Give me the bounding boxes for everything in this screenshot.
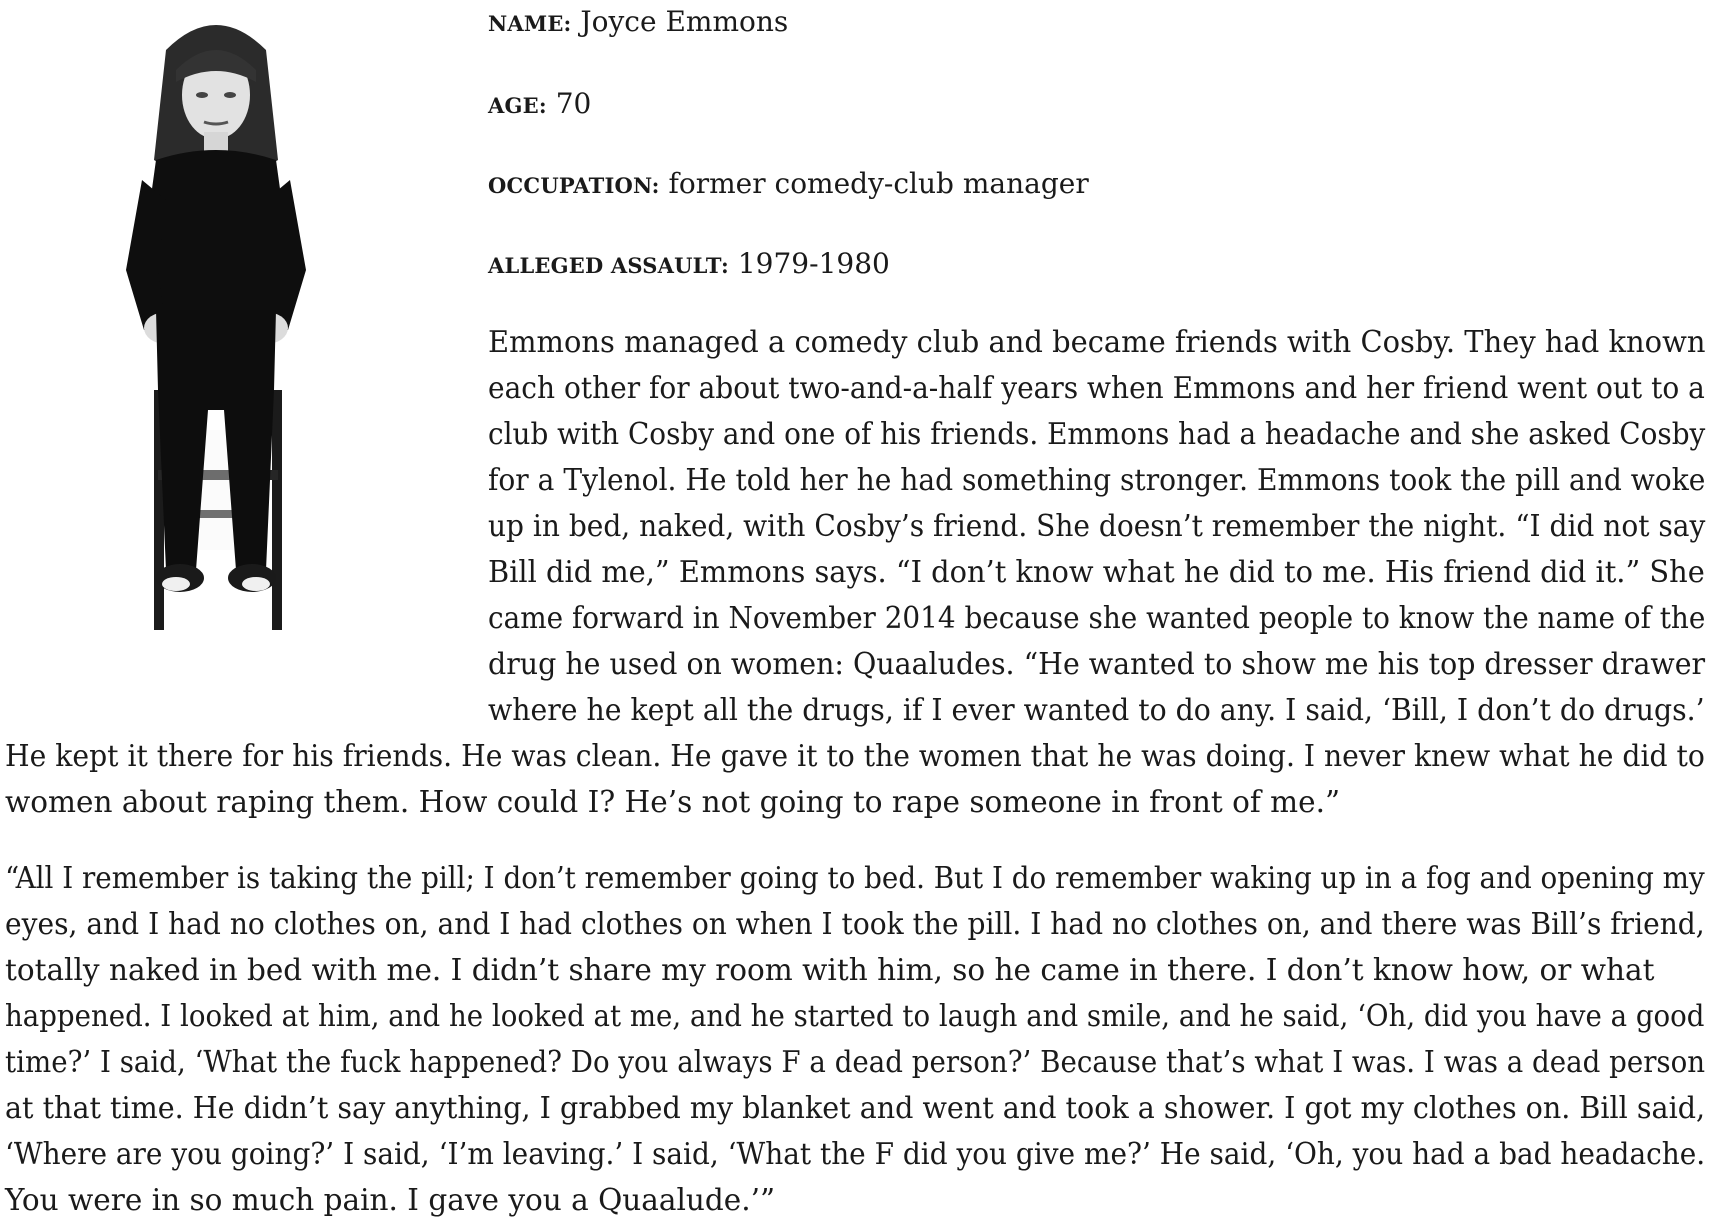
- paragraph-line: totally naked in bed with me. I didn’t share my room with him, so he came in there. I don’t know how, or what: [5, 953, 1655, 987]
- profile-alleged-assault: [488, 246, 890, 284]
- paragraph-line: He kept it there for his friends. He was clean. He gave it to the women that he was doing. I never knew what he did to: [5, 739, 1705, 773]
- paragraph-line: time?’ I said, ‘What the fuck happened? Do you always F a dead person?’ Because that’s what I was. I was a dead person: [5, 1045, 1706, 1079]
- paragraph-line: came forward in November 2014 because she wanted people to know the name of the: [488, 601, 1706, 635]
- profile-name: [488, 4, 788, 42]
- occupation-value: former comedy-club manager: [668, 167, 1089, 200]
- profile-age: [488, 86, 591, 124]
- age-value: 70: [555, 87, 592, 120]
- paragraph-line: up in bed, naked, with Cosby’s friend. She doesn’t remember the night. “I did not say: [488, 509, 1706, 543]
- paragraph-line: drug he used on women: Quaaludes. “He wanted to show me his top dresser drawer: [488, 647, 1706, 681]
- paragraph-line: each other for about two-and-a-half years when Emmons and her friend went out to a: [488, 371, 1705, 405]
- paragraph-line: ‘Where are you going?’ I said, ‘I’m leaving.’ I said, ‘What the F did you give me?’ He said, ‘Oh, you had a bad headache.: [5, 1137, 1706, 1171]
- portrait-photo: [96, 10, 336, 650]
- name-label: NAME:: [488, 11, 572, 36]
- occupation-label: OCCUPATION:: [488, 173, 660, 198]
- name-value: Joyce Emmons: [580, 5, 789, 38]
- assault-value: 1979-1980: [737, 247, 890, 280]
- age-label: AGE:: [488, 93, 547, 118]
- assault-label: ALLEGED ASSAULT:: [488, 253, 729, 278]
- paragraph-line: at that time. He didn’t say anything, I grabbed my blanket and went and took a shower. I got my clothes on. Bill said,: [5, 1091, 1706, 1125]
- paragraph-line: happened. I looked at him, and he looked at me, and he started to laugh and smile, and he said, ‘Oh, did you have a good: [5, 999, 1705, 1033]
- paragraph-line: where he kept all the drugs, if I ever wanted to do any. I said, ‘Bill, I don’t do drugs.’: [488, 693, 1705, 727]
- paragraph-line: women about raping them. How could I? He’s not going to rape someone in front of me.”: [5, 785, 1341, 819]
- paragraph-line: “All I remember is taking the pill; I don’t remember going to bed. But I do remember waking up in a fog and opening my: [5, 861, 1705, 895]
- profile-occupation: [488, 166, 1089, 204]
- paragraph-line: club with Cosby and one of his friends. Emmons had a headache and she asked Cosby: [488, 417, 1706, 451]
- paragraph-line: for a Tylenol. He told her he had something stronger. Emmons took the pill and woke: [488, 463, 1706, 497]
- paragraph-line: Emmons managed a comedy club and became friends with Cosby. They had known: [488, 325, 1706, 359]
- paragraph-line: You were in so much pain. I gave you a Quaalude.’”: [5, 1183, 776, 1217]
- paragraph-line: eyes, and I had no clothes on, and I had clothes on when I took the pill. I had no clothes on, and there was Bill’s friend,: [5, 907, 1705, 941]
- paragraph-line: Bill did me,” Emmons says. “I don’t know what he did to me. His friend did it.” She: [488, 555, 1705, 589]
